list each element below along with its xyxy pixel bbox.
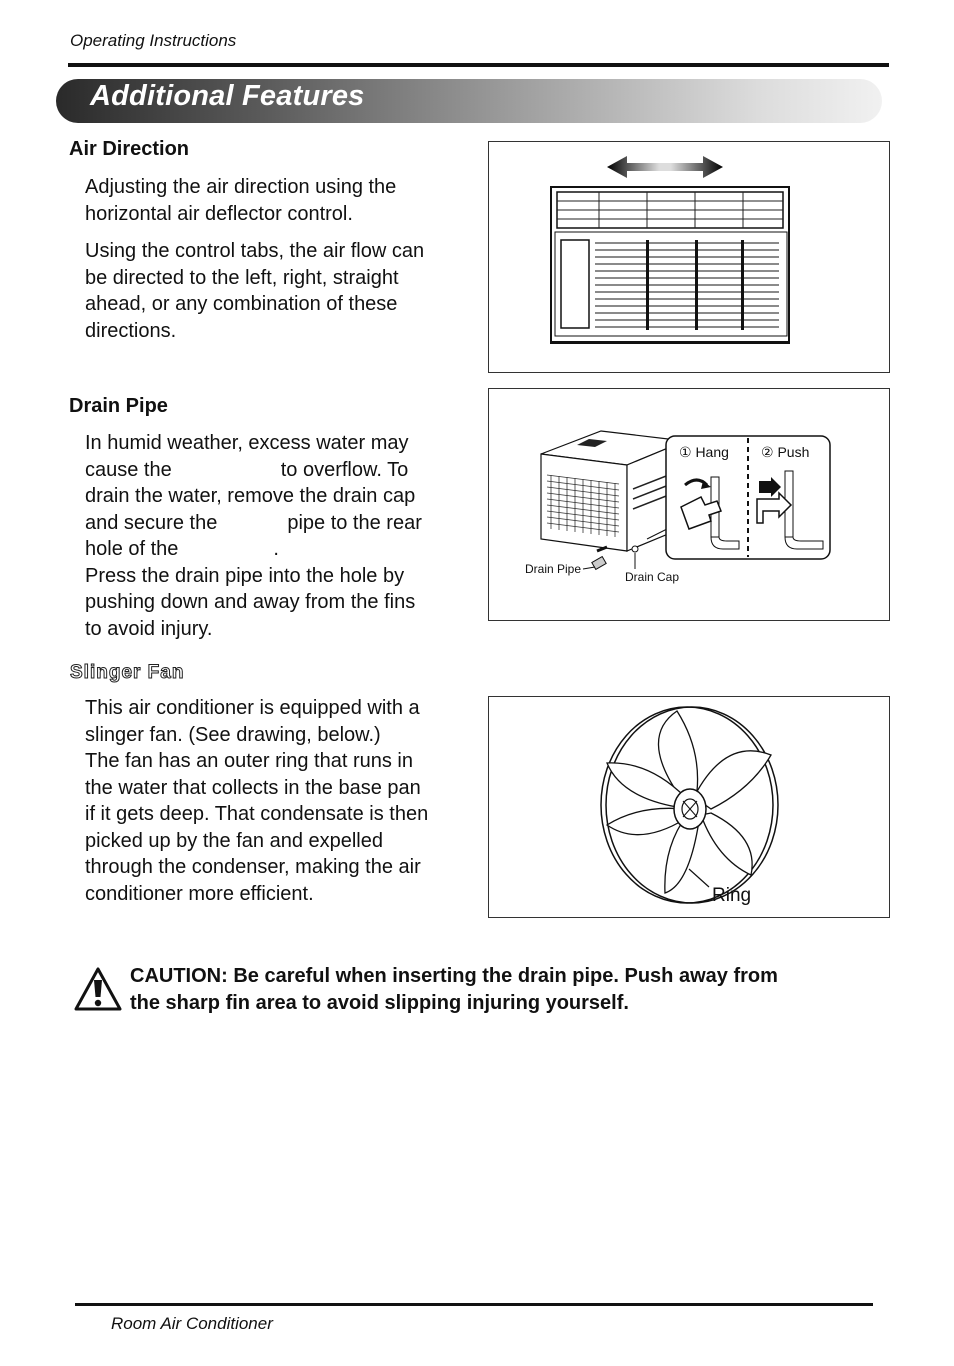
text-line: through the condenser, making the air (85, 856, 421, 878)
drain-cap-label: Drain Cap (625, 570, 680, 584)
text-line: ahead, or any combination of these (85, 293, 398, 315)
slinger-fan-text (85, 695, 428, 907)
text-line: The fan has an outer ring that runs in (85, 750, 413, 772)
slinger-fan-figure (488, 696, 890, 918)
text-line: Using the control tabs, the air flow can (85, 240, 425, 262)
drain-pipe-text (85, 430, 480, 642)
text-line: and secure the pipe to the rear (85, 511, 422, 534)
text-line: directions. (85, 319, 177, 342)
ac-front-illustration (489, 142, 889, 372)
slinger-fan-illustration (489, 697, 889, 917)
double-arrow-icon (607, 156, 723, 178)
ring-label: Ring (712, 885, 752, 906)
text-line: picked up by the fan and expelled (85, 829, 383, 852)
text-line: In humid weather, excess water may (85, 432, 409, 454)
drain-pipe-label: Drain Pipe (525, 562, 582, 576)
air-direction-heading: Air Direction (69, 138, 190, 160)
text-line: pushing down and away from the fins (85, 591, 416, 613)
text-line: hole of the . (85, 538, 279, 560)
ac-unit-iso (541, 431, 685, 551)
slinger-fan-heading: Slinger Fan (70, 662, 185, 683)
drain-pipe-illustration (489, 389, 889, 620)
hang-push-callout (666, 436, 830, 559)
drain-pipe-figure (488, 388, 890, 621)
air-direction-para2 (85, 238, 424, 344)
warning-icon (74, 966, 122, 1012)
air-direction-figure (488, 141, 890, 373)
text-line: Press the drain pipe into the hole by (85, 564, 405, 587)
text-line: if it gets deep. That condensate is then (85, 803, 429, 825)
footer-rule (75, 1303, 873, 1306)
text-line: to avoid injury. (85, 617, 213, 640)
drain-pipe-heading: Drain Pipe (69, 395, 168, 417)
banner-title: Additional Features (90, 80, 365, 112)
text-line: slinger fan. (See drawing, below.) (85, 723, 381, 746)
text-line: be directed to the left, right, straight (85, 266, 399, 289)
text-line: CAUTION: Be careful when inserting the drain pipe. Push away from (130, 965, 778, 987)
text-line: Adjusting the air direction using the (85, 176, 397, 198)
text-line: This air conditioner is equipped with a (85, 697, 420, 719)
text-line: the sharp fin area to avoid slipping injuring yourself. (130, 992, 629, 1014)
running-footer: Room Air Conditioner (111, 1314, 273, 1333)
air-direction-para1 (85, 174, 396, 227)
header-rule (68, 63, 889, 67)
text-line: horizontal air deflector control. (85, 202, 353, 225)
caution-text (130, 963, 778, 1017)
hang-label: ① Hang (679, 444, 729, 460)
text-line: the water that collects in the base pan (85, 776, 421, 799)
push-label: ② Push (761, 444, 810, 460)
text-line: cause the to overflow. To (85, 458, 409, 481)
text-line: conditioner more efficient. (85, 882, 314, 905)
running-header: Operating Instructions (70, 31, 237, 50)
text-line: drain the water, remove the drain cap (85, 485, 416, 507)
